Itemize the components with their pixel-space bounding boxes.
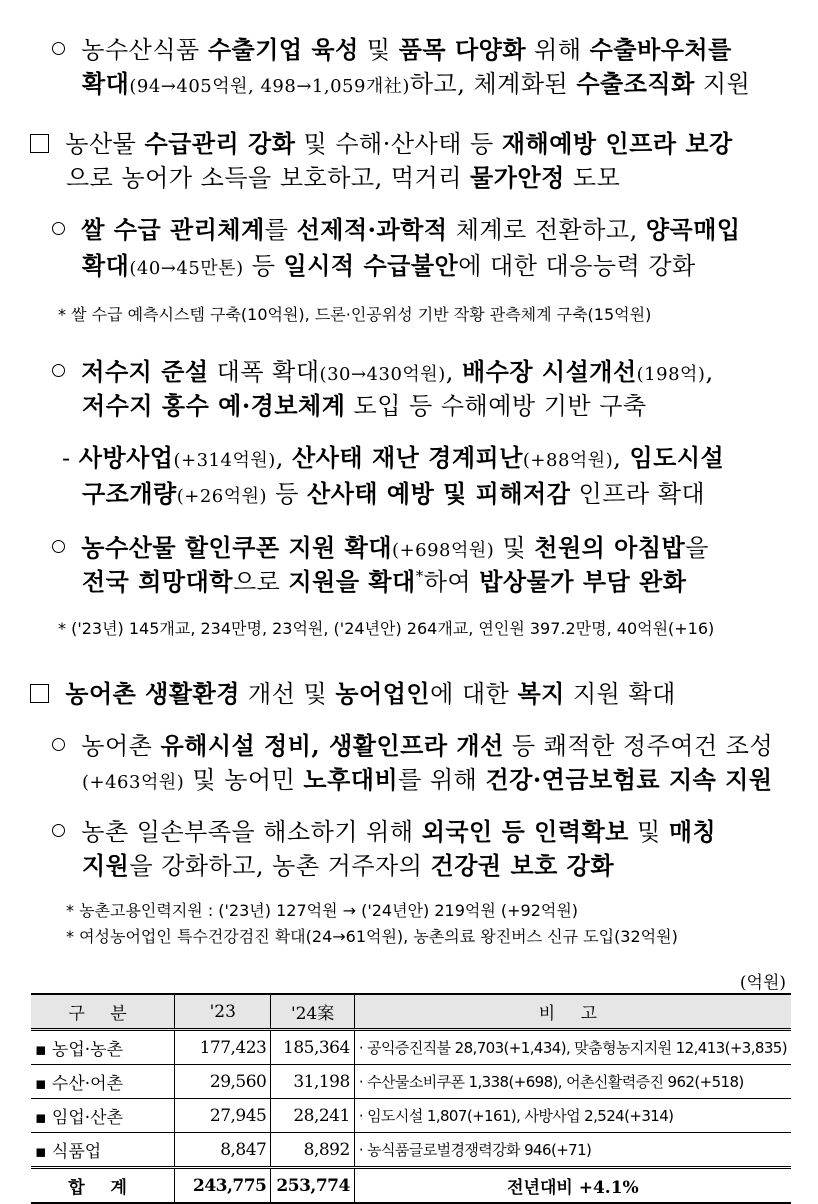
text-run: 에 대한 [430,680,518,708]
reservoir-line-2 [82,392,647,420]
supply-line-2-wrap [66,158,620,193]
bullet-reservoir [52,352,714,387]
text-run: 유해시설 정비, 생활인프라 개선 [160,731,504,760]
bullet-export [52,30,732,65]
text-run: 및 [358,36,399,64]
table-header-row [31,994,791,1030]
text-run: * [415,567,424,585]
text-run: 으로 [232,568,289,596]
table-row [31,1030,791,1065]
row-remarks: · 임도시설 1,807(+161), 사방사업 2,524(+314) [354,1099,791,1133]
living-line-1 [81,732,773,760]
bullet-labor [52,812,716,847]
text-run: 등 [243,252,284,280]
coupon-note: * ('23년) 145개교, 234만명, 23억원, ('24년안) 264개교, 연인원 397.2만명, 40억원(+16) [58,619,715,638]
text-run: 물가안정 [470,163,565,192]
total-2023: 243,775 [175,1168,271,1204]
text-run: 쌀 수급 관리체계 [81,215,265,244]
row-category: ▪ 농업·농촌 [31,1030,175,1065]
text-run: 인프라 확대 [570,480,706,508]
circle-bullet-icon [52,42,65,55]
rice-line-2-wrap [82,246,696,281]
text-run: (+26억원) [176,486,268,507]
text-run: 전국 희망대학 [82,567,233,596]
text-run: 지원 확대 [564,680,676,708]
text-run: 농수산식품 [81,36,208,64]
reservoir-line-1 [81,358,713,386]
rice-line-2 [82,252,696,280]
text-run: 하여 [423,568,480,596]
row-2024: 31,198 [271,1065,354,1099]
text-run: 저수지 홍수 예·경보체계 [82,391,346,420]
landslide-line-2 [82,480,705,508]
table-row [31,1065,791,1099]
text-run: 건강·연금보험료 지속 지원 [485,765,773,794]
labor-note-2: * 여성농어업인 특수건강검진 확대(24→61억원), 농촌의료 왕진버스 신규 도입(32억원) [66,927,678,946]
landslide-line-2-wrap [82,474,705,509]
text-run: 수출바우처를 [589,35,732,64]
welfare-line-1 [65,680,676,708]
text-run: (94→405억원, 498→1,059개社) [129,76,410,97]
text-run: , [613,444,630,472]
supply-line-1 [65,130,732,158]
text-run: 매칭 [668,817,717,846]
header-2024: '24案 [271,994,354,1030]
text-run: 품목 다양화 [398,35,527,64]
text-run: 확대 [82,69,130,98]
text-run: (30→430억원) [319,364,446,385]
labor-line-1 [81,818,716,846]
landslide-line-1 [62,444,724,472]
export-line-1 [81,36,732,64]
circle-bullet-icon [52,540,65,553]
living-line-2-wrap [82,760,773,795]
supply-line-2 [66,164,620,192]
text-run: 농수산물 할인쿠폰 지원 확대 [81,533,393,562]
text-run: 를 위해 [398,766,486,794]
text-run: , [705,358,714,386]
text-run: 산사태 재난 경계피난 [292,443,523,472]
text-run: (198억) [636,364,706,385]
text-run: 대폭 확대 [208,358,320,386]
text-run: 및 농어민 [184,766,304,794]
text-run: 체계로 전환하고, [447,216,646,244]
text-run: 위해 [526,36,590,64]
text-run: 구조개량 [82,479,177,508]
text-run: 으로 농어가 소득을 보호하고, 먹거리 [66,164,471,192]
text-run: 복지 [517,679,565,708]
text-run: 양곡매입 [645,215,741,244]
text-run: 및 [494,534,535,562]
text-run: 농어촌 생활환경 [65,679,240,708]
coupon-line-2-wrap [82,562,686,597]
text-run: (+314억원) [173,450,276,471]
text-run: 농산물 [65,130,145,158]
row-category: ▪ 임업·산촌 [31,1099,175,1133]
text-run: 지원을 확대 [288,567,416,596]
bullet-living [52,726,773,761]
row-2023: 27,945 [175,1099,271,1133]
text-run: 지원 [694,70,751,98]
row-remarks: · 수산물소비쿠폰 1,338(+698), 어촌신활력증진 962(+518) [354,1065,791,1099]
square-bullet-icon [30,684,49,703]
text-run: 도모 [564,164,621,192]
text-run: 농어촌 [81,732,161,760]
row-2023: 29,560 [175,1065,271,1099]
table-row [31,1099,791,1133]
text-run: 수급관리 강화 [144,129,296,158]
text-run: 산사태 예방 및 피해저감 [307,479,571,508]
text-run: (+88억원) [522,450,614,471]
rice-note: * 쌀 수급 예측시스템 구축(10억원), 드론·인공위성 기반 작황 관측체계 구축(15억원) [58,305,652,324]
row-2023: 8,847 [175,1133,271,1168]
text-run: 하고, 체계화된 [409,70,577,98]
living-line-2 [82,766,773,794]
total-remarks: 전년대비 +4.1% [354,1168,791,1204]
text-run: 등 쾌적한 정주여건 조성 [503,732,774,760]
text-run: 도입 등 수해예방 기반 구축 [345,392,647,420]
text-run: 을 강화하고, 농촌 거주자의 [129,852,431,880]
text-run: 를 [264,216,297,244]
text-run: , [445,358,462,386]
text-run: 외국인 등 인력확보 [421,817,629,846]
dash-landslide [62,438,724,473]
text-run: 밥상물가 부담 완화 [479,567,687,596]
total-2024: 253,774 [271,1168,354,1204]
text-run: 및 수해·산사태 등 [295,130,502,158]
circle-bullet-icon [52,738,65,751]
text-run: 일시적 수급불안 [283,251,459,280]
table-row [31,1133,791,1168]
text-run: 노후대비 [303,765,399,794]
text-run: (+463억원) [82,772,185,793]
unit-label: (억원) [739,973,786,993]
labor-line-2-wrap [82,846,614,881]
bullet-coupon [52,528,709,563]
labor-note-1: * 농촌고용인력지원 : ('23년) 127억원 → ('24년안) 219억원 (+92억원) [66,901,579,920]
text-run: , [275,444,293,472]
coupon-line-1 [81,534,709,562]
heading-welfare [30,674,676,709]
header-2023: '23 [175,994,271,1030]
text-run: 등 [267,480,308,508]
circle-bullet-icon [52,222,65,235]
total-label: 합 계 [31,1168,175,1204]
labor-line-2 [82,852,614,880]
export-line-2-wrap [82,64,750,99]
export-line-2 [82,70,750,98]
text-run: 지원 [82,851,130,880]
rice-line-1 [81,216,740,244]
text-run: 배수장 시설개선 [461,357,637,386]
text-run: (40→45만톤) [129,258,244,279]
text-run: 사방사업 [78,443,174,472]
row-category: ▪ 식품업 [31,1133,175,1168]
coupon-line-2 [82,568,686,596]
row-2024: 28,241 [271,1099,354,1133]
reservoir-line-2-wrap [82,386,647,421]
text-run: 재해예방 인프라 보강 [501,129,733,158]
row-remarks: · 농식품글로벌경쟁력강화 946(+71) [354,1133,791,1168]
square-bullet-icon [30,134,49,153]
text-run: 선제적·과학적 [296,215,448,244]
text-run: 저수지 준설 [81,357,209,386]
text-run: 수출기업 육성 [207,35,359,64]
circle-bullet-icon [52,824,65,837]
budget-table [31,993,791,1204]
row-category: ▪ 수산·어촌 [31,1065,175,1099]
text-run: 농촌 일손부족을 해소하기 위해 [81,818,422,846]
text-run: - [62,444,79,472]
heading-supply-disaster [30,124,733,159]
text-run: 건강권 보호 강화 [430,851,615,880]
text-run: 개선 및 [239,680,336,708]
text-run: 수출조직화 [576,69,695,98]
row-2024: 185,364 [271,1030,354,1065]
bullet-rice [52,210,741,245]
text-run: 및 [628,818,669,846]
row-remarks: · 공익증진직불 28,703(+1,434), 맞춤형농지지원 12,413(+3,835) [354,1030,791,1065]
text-run: 을 [685,534,709,562]
text-run: (+698억원) [392,540,495,561]
row-2023: 177,423 [175,1030,271,1065]
text-run: 에 대한 대응능력 강화 [458,252,696,280]
circle-bullet-icon [52,364,65,377]
text-run: 확대 [82,251,130,280]
text-run: 천원의 아침밥 [534,533,686,562]
row-2024: 8,892 [271,1133,354,1168]
text-run: 임도시설 [629,443,725,472]
header-remarks: 비 고 [354,994,791,1030]
header-category: 구 분 [31,994,175,1030]
table-total-row [31,1168,791,1204]
text-run: 농어업인 [335,679,431,708]
